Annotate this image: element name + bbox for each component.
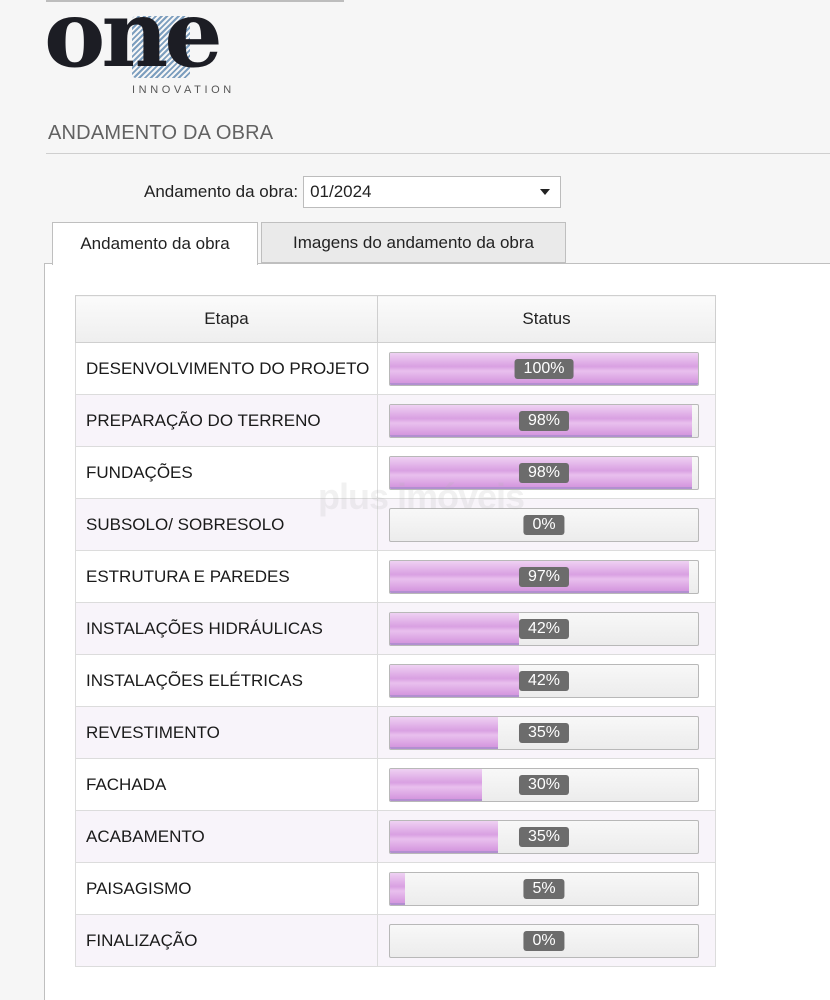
progress-bar xyxy=(389,872,699,906)
progress-bar-fill xyxy=(390,665,519,697)
progress-percent-label: 98% xyxy=(519,463,569,483)
status-cell xyxy=(378,343,716,395)
status-cell xyxy=(378,499,716,551)
table-row xyxy=(76,603,716,655)
progress-percent-label: 35% xyxy=(519,827,569,847)
progress-bar-fill xyxy=(390,769,482,801)
progress-percent-label: 0% xyxy=(523,931,564,951)
table-row xyxy=(76,551,716,603)
stage-name: INSTALAÇÕES HIDRÁULICAS xyxy=(76,603,378,655)
status-cell xyxy=(378,447,716,499)
progress-bar-fill xyxy=(390,717,498,749)
column-header-status: Status xyxy=(378,296,716,343)
progress-percent-label: 35% xyxy=(519,723,569,743)
stage-name: REVESTIMENTO xyxy=(76,707,378,759)
table-row xyxy=(76,811,716,863)
progress-bar xyxy=(389,612,699,646)
table-row xyxy=(76,759,716,811)
progress-bar xyxy=(389,404,699,438)
stage-name: DESENVOLVIMENTO DO PROJETO xyxy=(76,343,378,395)
table-row xyxy=(76,915,716,967)
progress-percent-label: 30% xyxy=(519,775,569,795)
progress-percent-label: 5% xyxy=(523,879,564,899)
table-row xyxy=(76,447,716,499)
tab-andamento-da-obra[interactable]: Andamento da obra xyxy=(52,222,258,265)
table-row xyxy=(76,499,716,551)
stage-name: ACABAMENTO xyxy=(76,811,378,863)
progress-percent-label: 97% xyxy=(519,567,569,587)
table-row xyxy=(76,395,716,447)
chevron-down-icon xyxy=(540,189,550,195)
table-row xyxy=(76,863,716,915)
title-divider xyxy=(46,153,830,154)
table-body xyxy=(76,343,716,967)
period-select[interactable] xyxy=(303,176,561,208)
progress-bar xyxy=(389,456,699,490)
period-label: Andamento da obra: xyxy=(144,182,299,201)
page-title: ANDAMENTO DA OBRA xyxy=(48,122,274,144)
status-cell xyxy=(378,863,716,915)
logo-subtitle: INNOVATION xyxy=(132,84,235,96)
status-cell xyxy=(378,811,716,863)
status-cell xyxy=(378,551,716,603)
stage-name: FACHADA xyxy=(76,759,378,811)
progress-percent-label: 42% xyxy=(519,619,569,639)
progress-percent-label: 98% xyxy=(519,411,569,431)
status-cell xyxy=(378,759,716,811)
stage-name: ESTRUTURA E PAREDES xyxy=(76,551,378,603)
progress-percent-label: 42% xyxy=(519,671,569,691)
status-cell xyxy=(378,707,716,759)
progress-bar xyxy=(389,352,699,386)
logo-word: one xyxy=(44,0,219,88)
progress-bar xyxy=(389,924,699,958)
period-filter xyxy=(144,176,561,208)
stage-name: PREPARAÇÃO DO TERRENO xyxy=(76,395,378,447)
progress-bar-fill xyxy=(390,821,498,853)
progress-table xyxy=(75,295,716,967)
progress-bar xyxy=(389,716,699,750)
status-cell xyxy=(378,603,716,655)
brand-logo xyxy=(44,0,284,102)
status-cell xyxy=(378,395,716,447)
status-cell xyxy=(378,655,716,707)
tab-imagens-do-andamento[interactable]: Imagens do andamento da obra xyxy=(261,222,566,263)
progress-bar xyxy=(389,768,699,802)
stage-name: FINALIZAÇÃO xyxy=(76,915,378,967)
stage-name: INSTALAÇÕES ELÉTRICAS xyxy=(76,655,378,707)
progress-bar xyxy=(389,664,699,698)
progress-bar xyxy=(389,820,699,854)
period-select-value: 01/2024 xyxy=(310,182,372,201)
progress-percent-label: 100% xyxy=(515,359,574,379)
progress-bar-fill xyxy=(390,613,519,645)
stage-name: PAISAGISMO xyxy=(76,863,378,915)
progress-bar xyxy=(389,560,699,594)
progress-bar-fill xyxy=(390,873,405,905)
column-header-etapa: Etapa xyxy=(76,296,378,343)
stage-name: SUBSOLO/ SOBRESOLO xyxy=(76,499,378,551)
tab-panel xyxy=(44,263,830,1000)
table-row xyxy=(76,655,716,707)
table-row xyxy=(76,707,716,759)
table-header-row xyxy=(76,296,716,343)
progress-bar xyxy=(389,508,699,542)
table-row xyxy=(76,343,716,395)
status-cell xyxy=(378,915,716,967)
stage-name: FUNDAÇÕES xyxy=(76,447,378,499)
progress-percent-label: 0% xyxy=(523,515,564,535)
